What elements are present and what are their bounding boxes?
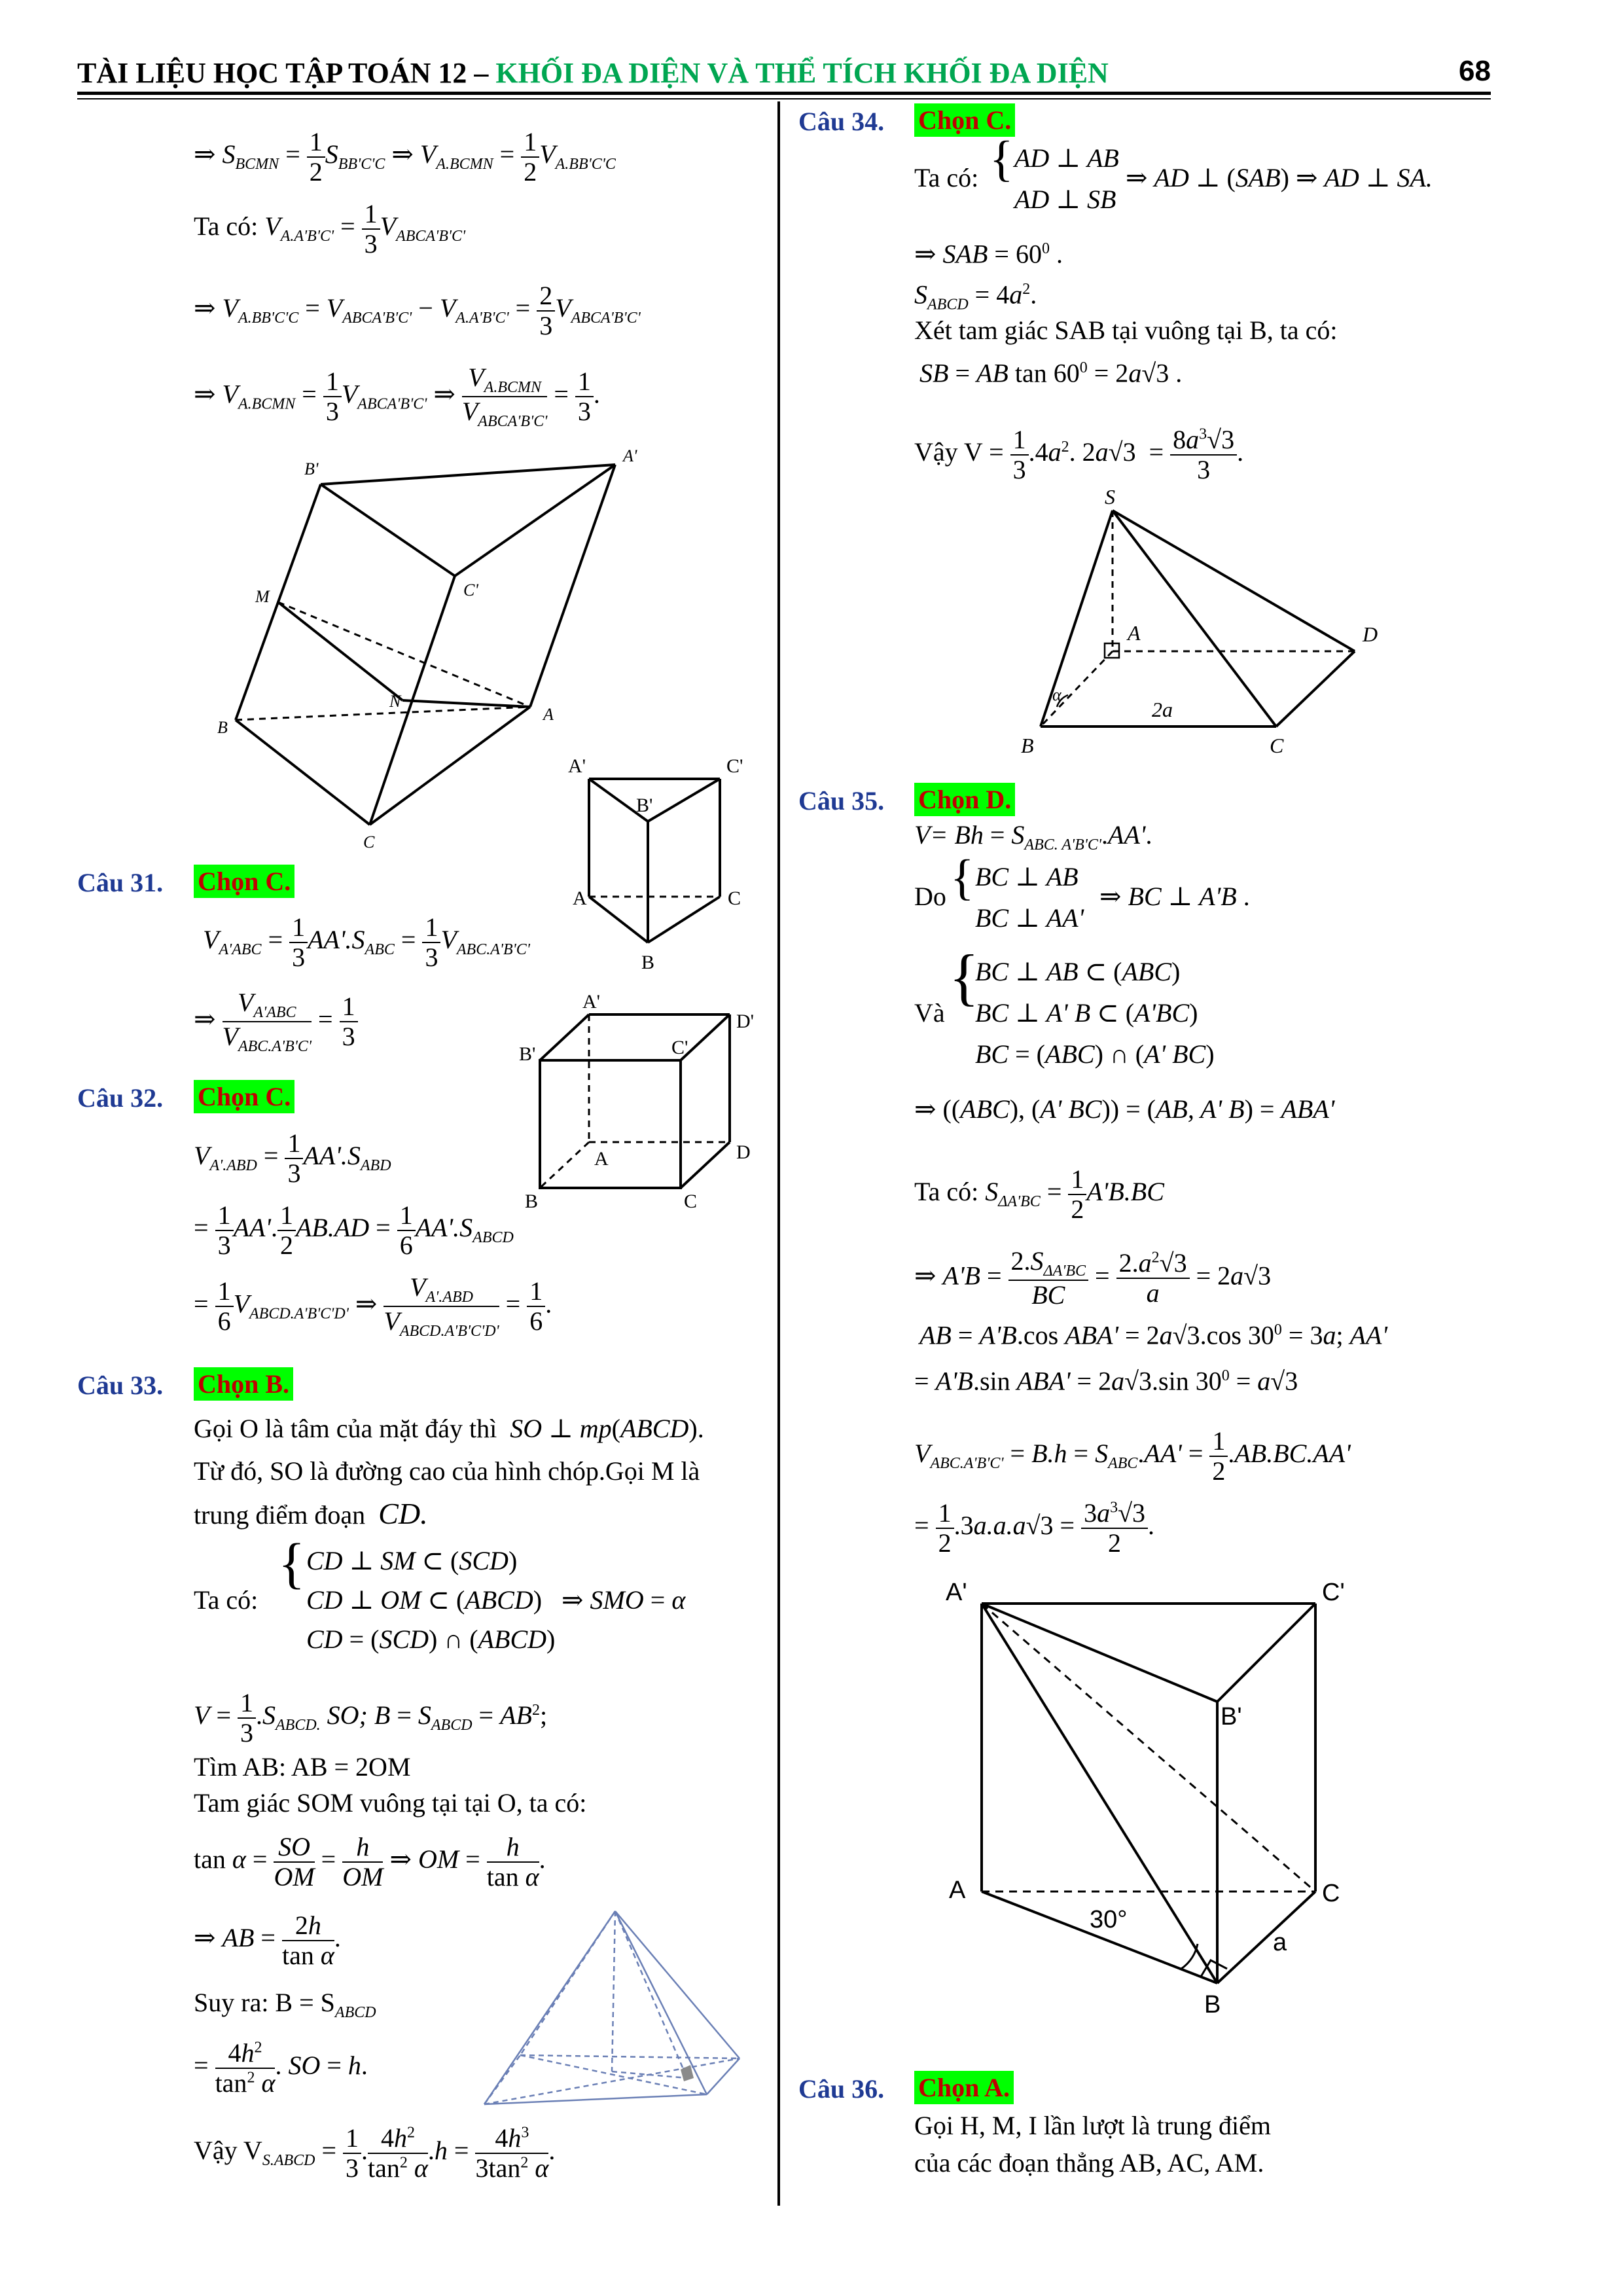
system-brace: {	[950, 850, 974, 905]
q34-fig-label: α	[1052, 685, 1061, 704]
q35-va: Và	[914, 998, 945, 1028]
question-34-label: Câu 34.	[798, 107, 885, 136]
q34-xet: Xét tam giác SAB tại vuông tại B, ta có:	[914, 315, 1338, 345]
q35-fig-label: A	[949, 1876, 966, 1904]
question-32-label: Câu 32.	[77, 1083, 164, 1113]
formula-line: Vậy $V_{S.ABCD}$ = $\frac{1}{3}$ . $\frac{4h^2}{\tan^2 \alpha}$ .h = $\frac{4h^3}{3\tan^2 \alpha}$ .	[194, 2123, 556, 2183]
q35-fig-label: C'	[1322, 1579, 1345, 1606]
formula-line: = $\frac{1}{3}$ AA'. $\frac{1}{2}$ AB.AD = $\frac{1}{6}$ $AA'.S_{ABCD}$	[194, 1200, 514, 1260]
fig30-label: A'	[623, 446, 637, 465]
fig30-label: N	[389, 692, 401, 711]
header-title	[77, 56, 1109, 90]
q33-suyra: Suy ra: B = S	[194, 1988, 335, 2017]
formula-line: = $\frac{4h^2}{\tan^2 \alpha}$ . SO = h.	[194, 2038, 368, 2098]
question-33-answer: Chọn B.	[194, 1367, 293, 1401]
formula-line: V = $\frac{1}{3}$ $.S_{ABCD.}$ SO; $B = S_{ABCD} = AB^2$;	[194, 1688, 548, 1748]
formula-line: CD ⊥ SM ⊂ (SCD)	[306, 1546, 518, 1575]
q35-fig-label: 30°	[1090, 1906, 1128, 1933]
fig30-label: A	[543, 705, 554, 724]
cube-label: C'	[671, 1037, 688, 1058]
question-35-answer: Chọn D.	[914, 783, 1015, 816]
header-title-main: TÀI LIỆU HỌC TẬP TOÁN 12 –	[77, 57, 496, 89]
formula-line: ⇒ BC ⊥ A'B .	[1099, 882, 1250, 911]
formula-line: BC = (ABC) ∩ (A' BC)	[975, 1039, 1215, 1069]
formula-line: Vậy V = $\frac{1}{3}$ $.4a^2$. 2a√3 = $\frac{8a^3√3}{3}$ .	[914, 425, 1244, 484]
q35-fig-label: a	[1273, 1929, 1287, 1956]
formula-line: CD ⊥ OM ⊂ (ABCD) ⇒ SMO = α	[306, 1585, 686, 1615]
cube-label: C	[684, 1191, 698, 1212]
formula-line: $S_{ABCD} = 4a^2$.	[914, 279, 1037, 314]
figure-right-prism-q35	[923, 1577, 1348, 2036]
fig30-label: C'	[463, 581, 478, 600]
text-line	[194, 1499, 428, 1529]
question-31-answer: Chọn C.	[194, 865, 294, 898]
cube-label: B'	[519, 1043, 536, 1065]
formula-line: BC ⊥ AA'	[975, 903, 1084, 933]
formula-line: ⇒ AB = $\frac{2h}{\text{tan α}}$ .	[194, 1910, 341, 1970]
formula-line: = $\frac{1}{2}$ .3a.a.a√3 = $\frac{3a^3√3}{2}$ .	[914, 1498, 1155, 1558]
formula-line: AD ⊥ AB	[1014, 143, 1119, 173]
fig30-label: B'	[304, 459, 319, 478]
figure-cube	[517, 988, 772, 1211]
q34-fig-label: C	[1270, 734, 1284, 757]
formula-line: $V_{ABC.A'B'C'} = B.h = S_{ABC}.AA'$ = $\frac{1}{2}$ .AB.BC.AA'	[914, 1426, 1351, 1486]
q34-fig-label: B	[1021, 734, 1034, 757]
q33-line2: Từ đó, SO là đường cao của hình chóp.Gọi M là	[194, 1456, 700, 1486]
page-header	[77, 51, 1491, 97]
q33-tri: Tam giác SOM vuông tại tại O, ta có:	[194, 1788, 587, 1818]
column-divider	[777, 101, 780, 2206]
q34-fig-label: 2a	[1152, 698, 1173, 721]
formula-line: ⇒ AD ⊥ (SAB) ⇒ AD ⊥ SA.	[1126, 163, 1433, 192]
header-title-topic: KHỐI ĐA DIỆN VÀ THỂ TÍCH KHỐI ĐA DIỆN	[495, 57, 1109, 89]
q34-fig-label: S	[1105, 485, 1115, 509]
q33-line1: Gọi O là tâm của mặt đáy thì	[194, 1414, 497, 1443]
prism-label: C	[728, 888, 741, 909]
formula-line: = A'B.sin ABA' = 2a√3.sin $30^0 = a√3$	[914, 1366, 1298, 1396]
header-rule-thin	[77, 98, 1491, 99]
text-line: Gọi O là tâm của mặt đáy thì SO ⊥ mp(ABCD).	[194, 1414, 704, 1443]
fig30-label: C	[363, 833, 375, 852]
prism-label: A'	[568, 755, 586, 777]
question-33-label: Câu 33.	[77, 1371, 164, 1400]
formula-line: $V= Bh = S_{ABC. A'B'C'}.AA'$.	[914, 820, 1152, 853]
prism-label: A	[573, 888, 587, 909]
q35-fig-label: B'	[1221, 1703, 1242, 1731]
intro-taco: Ta có:	[194, 211, 259, 242]
system-brace: {	[278, 1532, 306, 1594]
formula-line: SB = AB $\tan 60^0 = 2a√3$ .	[919, 358, 1183, 388]
cube-label: B	[525, 1191, 539, 1212]
formula-line: Ta có: $V_{A.A'B'C'}$ = $\frac{1}{3}$ $V_{ABCA'B'C'}$	[194, 199, 466, 259]
formula-line: $V_{A'ABC}$ = $\frac{1}{3}$ $AA'.S_{ABC}$ = $\frac{1}{3}$ $V_{ABC.A'B'C'}$	[203, 912, 530, 972]
q35-fig-label: C	[1322, 1880, 1340, 1907]
question-36-answer: Chọn A.	[914, 2071, 1014, 2104]
q33-line3-var: CD.	[378, 1497, 428, 1530]
system-brace: {	[990, 132, 1014, 187]
question-32-answer: Chọn C.	[194, 1080, 294, 1113]
formula-line: CD = (SCD) ∩ (ABCD)	[306, 1624, 556, 1654]
cube-label: D'	[736, 1011, 755, 1032]
figure-triangular-prism	[563, 753, 772, 975]
formula-line: ⇒ $V_{A.BB'C'C} = V_{ABCA'B'C'} - V_{A.A'B'C'}$ = $\frac{2}{3}$ $V_{ABCA'B'C'}$	[194, 281, 641, 340]
q33-taco: Ta có:	[194, 1585, 259, 1615]
prism-label: C'	[726, 755, 743, 777]
text-line: Suy ra: $B = S_{ABCD}$	[194, 1988, 376, 2021]
q34-fig-label: D	[1363, 622, 1378, 646]
formula-line: BC ⊥ AB ⊂ (ABC)	[975, 957, 1181, 986]
formula-line: ⇒ A'B = $2.S_{\Delta A'BC}$ BC = $\frac{2.a^2√3}{a}$ = 2a√3	[914, 1246, 1272, 1310]
header-rule	[77, 92, 1491, 95]
question-36-label: Câu 36.	[798, 2074, 885, 2104]
cube-label: A'	[582, 991, 601, 1013]
q34-taco: Ta có:	[914, 163, 979, 192]
system-brace: {	[949, 942, 980, 1012]
fig30-label: B	[217, 718, 228, 737]
question-35-label: Câu 35.	[798, 786, 885, 816]
formula-line: ⇒ ((ABC), (A' BC)) = (AB, A' B) = ABA'	[914, 1094, 1335, 1124]
q34-fig-label: A	[1128, 621, 1141, 645]
prism-label: B'	[636, 795, 653, 816]
formula-line: = $\frac{1}{6}$ $V_{ABCD.A'B'C'D'}$ ⇒ $V_{A'.ABD}$ $V_{ABCD.A'B'C'D'}$ = $\frac{1}{6}$ .	[194, 1272, 552, 1340]
question-31-label: Câu 31.	[77, 868, 164, 897]
prism-label: B	[641, 952, 655, 973]
formula-line: Ta có: $S_{\Delta A'BC}$ = $\frac{1}{2}$ A'B.BC	[914, 1164, 1164, 1224]
q33-vay: Vậy V	[194, 2136, 262, 2166]
formula-line: ⇒ $S_{BCMN}$ = $\frac{1}{2}$ $S_{BB'C'C}$ ⇒ $V_{A.BCMN}$ = $\frac{1}{2}$ $V_{A.BB'C'C}$	[194, 127, 616, 187]
q33-find: Tìm AB: AB = 2OM	[194, 1752, 411, 1782]
q35-taco: Ta có:	[914, 1177, 979, 1207]
formula-line: ⇒ $V_{A'ABC}$ $V_{ABC.A'B'C'}$ = $\frac{1}{3}$	[194, 988, 358, 1056]
cube-label: D	[736, 1141, 751, 1163]
q33-line3: trung điểm đoạn	[194, 1500, 366, 1530]
q35-fig-label: A'	[946, 1579, 967, 1606]
formula-line: tan α = $\frac{SO}{OM}$ = $\frac{h}{OM}$ ⇒ OM = $\frac{h}{\text{tan α}}$ .	[194, 1832, 546, 1892]
cube-label: A	[594, 1148, 609, 1170]
formula-line: AD ⊥ SB	[1014, 185, 1116, 214]
page-number: 68	[1459, 55, 1491, 87]
formula-line: ⇒ SAB = $60^0$ .	[914, 239, 1063, 269]
formula-line: BC ⊥ A' B ⊂ (A'BC)	[975, 998, 1198, 1028]
fig30-label: M	[255, 587, 270, 606]
q36-line2: của các đoạn thẳng AB, AC, AM.	[914, 2148, 1264, 2178]
q36-line1: Gọi H, M, I lần lượt là trung điểm	[914, 2111, 1271, 2140]
q35-do: Do	[914, 882, 946, 911]
formula-line: BC ⊥ AB	[975, 862, 1079, 891]
q34-vay: Vậy V =	[914, 437, 1004, 467]
figure-pyramid-sabcd	[471, 1898, 746, 2127]
formula-line: AB = A'B.cos ABA' = 2a√3.cos $30^0 = 3a$; AA'	[919, 1320, 1387, 1350]
formula-line: $V_{A'.ABD}$ = $\frac{1}{3}$ $AA'.S_{ABD}$	[194, 1128, 391, 1188]
figure-pyramid-sabcd-q34	[1021, 484, 1387, 759]
question-34-answer: Chọn C.	[914, 103, 1015, 137]
q35-fig-label: B	[1204, 1991, 1221, 2018]
formula-line: ⇒ $V_{A.BCMN}$ = $\frac{1}{3}$ $V_{ABCA'B'C'}$ ⇒ $V_{A.BCMN}$ $V_{ABCA'B'C'}$ = $\frac{1}{3}$ .	[194, 363, 600, 431]
